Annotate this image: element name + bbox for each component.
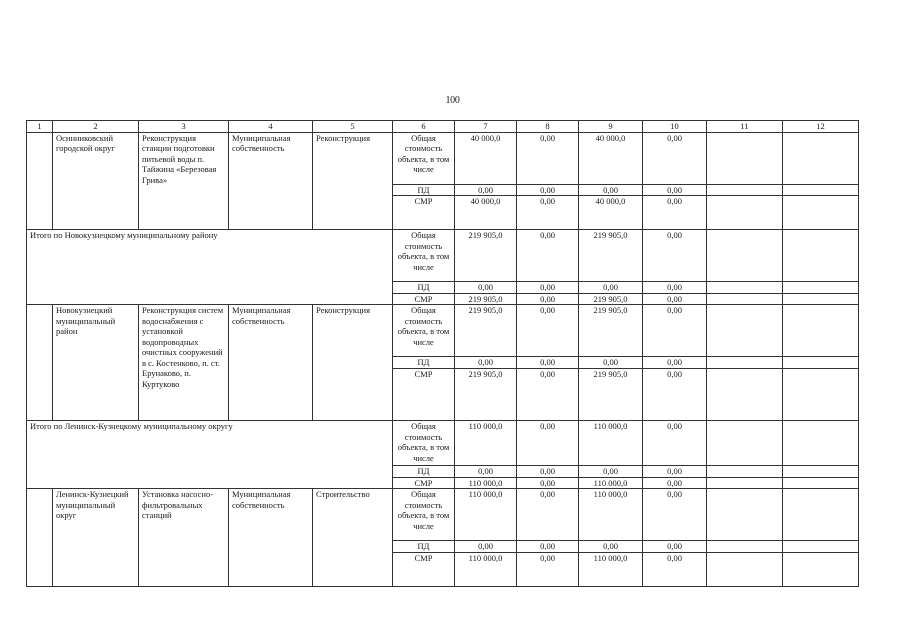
cost-item-label: Общая стоимость объекта, в том числе: [393, 132, 455, 184]
municipality-cell: Новокузнецкий муниципальный район: [53, 305, 139, 421]
value-cell: 110 000,0: [455, 489, 517, 541]
value-cell: [707, 282, 783, 294]
value-cell: 0,00: [643, 132, 707, 184]
value-cell: 0,00: [517, 132, 579, 184]
value-cell: 40 000,0: [455, 196, 517, 230]
value-cell: 0,00: [517, 552, 579, 586]
value-cell: 219 905,0: [455, 369, 517, 421]
value-cell: 0,00: [643, 293, 707, 305]
value-cell: [707, 477, 783, 489]
row-number-cell: [27, 132, 53, 230]
value-cell: 219 905,0: [455, 305, 517, 357]
value-cell: [707, 489, 783, 541]
column-header: 7: [455, 121, 517, 133]
column-header: 2: [53, 121, 139, 133]
value-cell: 0,00: [579, 282, 643, 294]
value-cell: [783, 230, 859, 282]
value-cell: 219 905,0: [455, 293, 517, 305]
municipality-cell: Осинниковский городской округ: [53, 132, 139, 230]
object-cell: Реконструкция станции подготовки питьевой воды п. Тайжина «Березовая Грива»: [139, 132, 229, 230]
work-type-cell: Реконструкция: [313, 132, 393, 230]
municipality-cell: Ленинск-Кузнецкий муниципальный округ: [53, 489, 139, 587]
value-cell: 0,00: [517, 357, 579, 369]
value-cell: 0,00: [643, 357, 707, 369]
value-cell: 0,00: [579, 357, 643, 369]
value-cell: 0,00: [643, 230, 707, 282]
value-cell: 0,00: [643, 541, 707, 553]
value-cell: 219 905,0: [579, 230, 643, 282]
object-cell: Установка насосно-фильтровальных станций: [139, 489, 229, 587]
value-cell: 0,00: [643, 282, 707, 294]
value-cell: [707, 421, 783, 466]
value-cell: 219 905,0: [579, 305, 643, 357]
column-header: 4: [229, 121, 313, 133]
cost-item-label: СМР: [393, 293, 455, 305]
investment-table: [26, 120, 859, 587]
value-cell: [783, 196, 859, 230]
value-cell: 0,00: [517, 282, 579, 294]
cost-item-label: СМР: [393, 196, 455, 230]
value-cell: [707, 132, 783, 184]
value-cell: 110 000,0: [579, 421, 643, 466]
value-cell: [783, 541, 859, 553]
value-cell: 0,00: [579, 184, 643, 196]
value-cell: [783, 357, 859, 369]
value-cell: 219 905,0: [579, 369, 643, 421]
value-cell: 0,00: [517, 305, 579, 357]
table-row: [27, 132, 859, 184]
value-cell: 0,00: [643, 369, 707, 421]
value-cell: [783, 369, 859, 421]
value-cell: [707, 357, 783, 369]
value-cell: 0,00: [517, 489, 579, 541]
page-number: 100: [445, 95, 460, 106]
value-cell: 219 905,0: [455, 230, 517, 282]
cost-item-label: ПД: [393, 466, 455, 478]
cost-item-label: СМР: [393, 477, 455, 489]
cost-item-label: СМР: [393, 369, 455, 421]
value-cell: 110 000,0: [455, 552, 517, 586]
value-cell: 110 000,0: [579, 477, 643, 489]
value-cell: 0,00: [643, 184, 707, 196]
value-cell: 40 000,0: [579, 196, 643, 230]
row-number-cell: [27, 305, 53, 421]
value-cell: [707, 230, 783, 282]
value-cell: 0,00: [643, 305, 707, 357]
value-cell: 110 000,0: [579, 489, 643, 541]
object-cell: Реконструкция систем водоснабжения с установкой водопроводных очистных сооружений в с. Костенково, п. ст. Ерунаково, п. Куртуково: [139, 305, 229, 421]
value-cell: 0,00: [579, 541, 643, 553]
cost-item-label: Общая стоимость объекта, в том числе: [393, 305, 455, 357]
subtotal-title: Итого по Ленинск-Кузнецкому муниципальному округу: [27, 421, 393, 489]
cost-item-label: Общая стоимость объекта, в том числе: [393, 489, 455, 541]
value-cell: [707, 305, 783, 357]
value-cell: 40 000,0: [455, 132, 517, 184]
value-cell: [783, 282, 859, 294]
column-header: 6: [393, 121, 455, 133]
value-cell: 110 000,0: [455, 477, 517, 489]
value-cell: 0,00: [643, 477, 707, 489]
value-cell: [783, 489, 859, 541]
value-cell: 0,00: [517, 466, 579, 478]
value-cell: 0,00: [517, 293, 579, 305]
column-header: 1: [27, 121, 53, 133]
cost-item-label: СМР: [393, 552, 455, 586]
value-cell: 0,00: [517, 421, 579, 466]
column-header: 5: [313, 121, 393, 133]
value-cell: 0,00: [643, 489, 707, 541]
value-cell: 0,00: [517, 196, 579, 230]
value-cell: [783, 466, 859, 478]
value-cell: [707, 196, 783, 230]
value-cell: [707, 369, 783, 421]
column-header: 12: [783, 121, 859, 133]
ownership-cell: Муниципальная собственность: [229, 489, 313, 587]
value-cell: 0,00: [643, 466, 707, 478]
value-cell: [707, 184, 783, 196]
value-cell: [707, 541, 783, 553]
value-cell: 0,00: [517, 230, 579, 282]
table-row: [27, 305, 859, 357]
ownership-cell: Муниципальная собственность: [229, 132, 313, 230]
column-header: 9: [579, 121, 643, 133]
value-cell: 0,00: [517, 541, 579, 553]
value-cell: [783, 477, 859, 489]
cost-item-label: ПД: [393, 282, 455, 294]
cost-item-label: ПД: [393, 541, 455, 553]
column-header: 11: [707, 121, 783, 133]
work-type-cell: Реконструкция: [313, 305, 393, 421]
work-type-cell: Строительство: [313, 489, 393, 587]
value-cell: 0,00: [455, 184, 517, 196]
value-cell: 0,00: [517, 184, 579, 196]
value-cell: [707, 293, 783, 305]
value-cell: 0,00: [643, 552, 707, 586]
value-cell: 0,00: [455, 466, 517, 478]
value-cell: [783, 305, 859, 357]
table-row: [27, 489, 859, 541]
table-body: [27, 121, 859, 587]
cost-item-label: Общая стоимость объекта, в том числе: [393, 421, 455, 466]
value-cell: [783, 552, 859, 586]
column-number-row: [27, 121, 859, 133]
subtotal-row: [27, 230, 859, 282]
subtotal-row: [27, 421, 859, 466]
value-cell: 219 905,0: [579, 293, 643, 305]
value-cell: [707, 552, 783, 586]
value-cell: [783, 184, 859, 196]
row-number-cell: [27, 489, 53, 587]
value-cell: [783, 293, 859, 305]
value-cell: [783, 132, 859, 184]
cost-item-label: Общая стоимость объекта, в том числе: [393, 230, 455, 282]
column-header: 8: [517, 121, 579, 133]
column-header: 10: [643, 121, 707, 133]
value-cell: [707, 466, 783, 478]
value-cell: 0,00: [517, 369, 579, 421]
value-cell: 110 000,0: [455, 421, 517, 466]
value-cell: 0,00: [455, 282, 517, 294]
cost-item-label: ПД: [393, 184, 455, 196]
value-cell: 0,00: [579, 466, 643, 478]
value-cell: 110 000,0: [579, 552, 643, 586]
value-cell: 0,00: [455, 541, 517, 553]
value-cell: 0,00: [455, 357, 517, 369]
subtotal-title: Итого по Новокузнецкому муниципальному району: [27, 230, 393, 305]
column-header: 3: [139, 121, 229, 133]
cost-item-label: ПД: [393, 357, 455, 369]
value-cell: 0,00: [643, 421, 707, 466]
value-cell: 0,00: [517, 477, 579, 489]
value-cell: [783, 421, 859, 466]
value-cell: 0,00: [643, 196, 707, 230]
ownership-cell: Муниципальная собственность: [229, 305, 313, 421]
value-cell: 40 000,0: [579, 132, 643, 184]
